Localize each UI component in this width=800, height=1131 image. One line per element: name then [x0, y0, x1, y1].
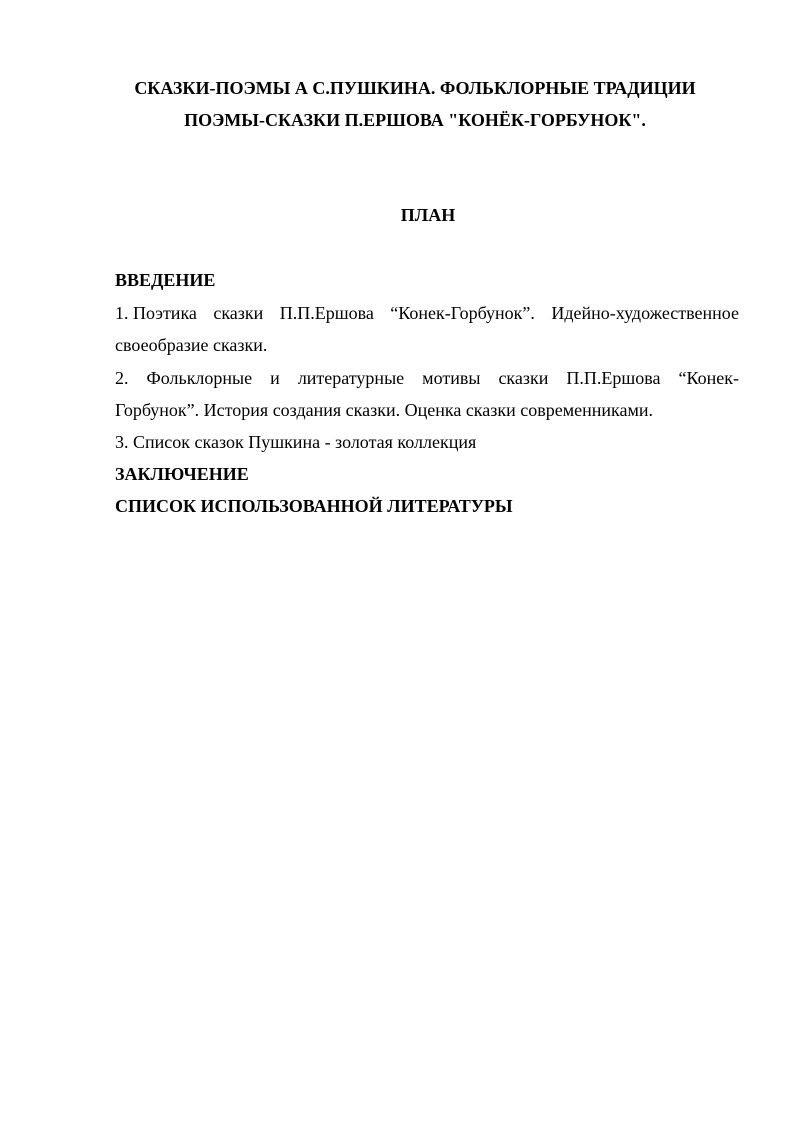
bibliography-heading: СПИСОК ИСПОЛЬЗОВАННОЙ ЛИТЕРАТУРЫ: [115, 496, 513, 516]
toc-item-1-line-2: своеобразие сказки.: [115, 335, 268, 355]
toc-word: Фольклорные: [146, 368, 253, 388]
toc-item-2-line-1: [115, 366, 739, 390]
toc-word: литературные: [297, 368, 405, 388]
toc-word: 1. Поэтика: [115, 303, 197, 323]
plan-heading: ПЛАН: [400, 205, 456, 225]
toc-item-3: 3. Список сказок Пушкина - золотая коллекция: [115, 432, 477, 452]
document-title-line-2: ПОЭМЫ-СКАЗКИ П.ЕРШОВА "КОНЁК-ГОРБУНОК".: [184, 110, 646, 130]
toc-word: 2.: [115, 368, 129, 388]
toc-word: Идейно-художественное: [551, 303, 739, 323]
toc-word: П.П.Ершова: [279, 303, 374, 323]
toc-item-2-line-2: Горбунок”. История создания сказки. Оценка сказки современниками.: [115, 400, 653, 420]
toc-word: сказки: [498, 368, 549, 388]
conclusion-heading: ЗАКЛЮЧЕНИЕ: [115, 464, 249, 484]
toc-word: и: [270, 368, 280, 388]
toc-word: П.П.Ершова: [566, 368, 661, 388]
toc-word: мотивы: [422, 368, 481, 388]
toc-word: сказки: [213, 303, 264, 323]
document-title-line-1: СКАЗКИ-ПОЭМЫ А С.ПУШКИНА. ФОЛЬКЛОРНЫЕ ТРАДИЦИИ: [134, 78, 696, 98]
toc-word: “Конек-Горбунок”.: [390, 303, 535, 323]
introduction-heading: ВВЕДЕНИЕ: [115, 270, 216, 290]
toc-item-1-line-1: [115, 301, 739, 325]
toc-word: “Конек-: [678, 368, 739, 388]
